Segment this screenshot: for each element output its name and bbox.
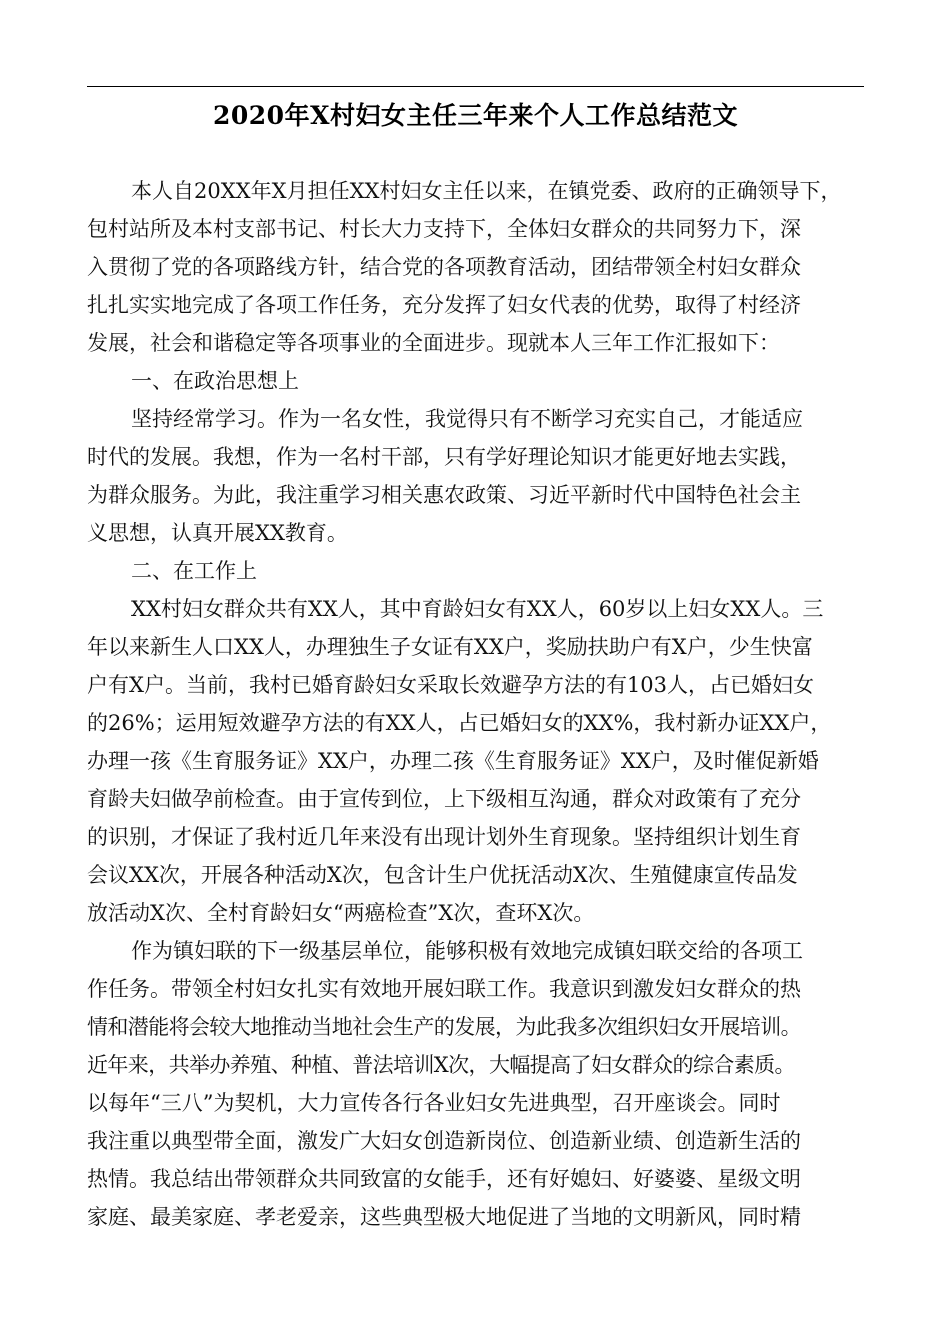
paragraph-line: 义思想，认真开展XX教育。: [87, 521, 348, 545]
paragraph-line: 近年来，共举办养殖、种植、普法培训X次，大幅提高了妇女群众的综合素质。: [87, 1053, 795, 1077]
paragraph-line: 年以来新生人口XX人，办理独生子女证有XX户，奖励扶助户有X户，少生快富: [87, 635, 813, 659]
paragraph-line: 时代的发展。我想，作为一名村干部，只有学好理论知识才能更好地去实践，: [87, 445, 801, 469]
document-body: [87, 172, 877, 1236]
paragraph-line: 入贯彻了党的各项路线方针，结合党的各项教育活动，团结带领全村妇女群众: [87, 255, 801, 279]
paragraph-line: 以每年“三八”为契机，大力宣传各行各业妇女先进典型，召开座谈会。同时: [87, 1091, 781, 1115]
paragraph-line: 情和潜能将会较大地推动当地社会生产的发展，为此我多次组织妇女开展培训。: [87, 1015, 801, 1039]
paragraph-line: 放活动X次、全村育龄妇女“两癌检查”X次，查环X次。: [87, 901, 595, 925]
paragraph-line: 作任务。带领全村妇女扎实有效地开展妇联工作。我意识到激发妇女群众的热: [87, 977, 801, 1001]
paragraph-line: 办理一孩《生育服务证》XX户，办理二孩《生育服务证》XX户，及时催促新婚: [87, 749, 819, 773]
paragraph-line: 育龄夫妇做孕前检查。由于宣传到位，上下级相互沟通，群众对政策有了充分: [87, 787, 801, 811]
header-rule: [87, 86, 864, 87]
paragraph-line: 的26%；运用短效避孕方法的有XX人，占已婚妇女的XX%，我村新办证XX户，: [87, 711, 832, 735]
section-heading-politics: 一、在政治思想上: [131, 369, 299, 393]
paragraph-line: 会议XX次，开展各种活动X次，包含计生户优抚活动X次、生殖健康宣传品发: [87, 863, 798, 887]
paragraph-line: 扎扎实实地完成了各项工作任务，充分发挥了妇女代表的优势，取得了村经济: [87, 293, 801, 317]
paragraph-line: XX村妇女群众共有XX人，其中育龄妇女有XX人，60岁以上妇女XX人。三: [131, 597, 824, 621]
paragraph-line: 坚持经常学习。作为一名女性，我觉得只有不断学习充实自己，才能适应: [131, 407, 803, 431]
paragraph-line: 我注重以典型带全面，激发广大妇女创造新岗位、创造新业绩、创造新生活的: [87, 1129, 801, 1153]
paragraph-line: 热情。我总结出带领群众共同致富的女能手，还有好媳妇、好婆婆、星级文明: [87, 1167, 801, 1191]
paragraph-line: 发展，社会和谐稳定等各项事业的全面进步。现就本人三年工作汇报如下：: [87, 331, 780, 355]
paragraph-line: 包村站所及本村支部书记、村长大力支持下，全体妇女群众的共同努力下，深: [87, 217, 801, 241]
paragraph-line: 的识别，才保证了我村近几年来没有出现计划外生育现象。坚持组织计划生育: [87, 825, 801, 849]
paragraph-line: 户有X户。当前，我村已婚育龄妇女采取长效避孕方法的有103人，占已婚妇女: [87, 673, 815, 697]
paragraph-line: 为群众服务。为此，我注重学习相关惠农政策、习近平新时代中国特色社会主: [87, 483, 801, 507]
paragraph-line: 本人自20XX年X月担任XX村妇女主任以来，在镇党委、政府的正确领导下，: [131, 179, 842, 203]
section-heading-work: 二、在工作上: [131, 559, 257, 583]
paragraph-line: 家庭、最美家庭、孝老爱亲，这些典型极大地促进了当地的文明新风，同时精: [87, 1205, 801, 1229]
paragraph-line: 作为镇妇联的下一级基层单位，能够积极有效地完成镇妇联交给的各项工: [131, 939, 803, 963]
document-title: 2020年X村妇女主任三年来个人工作总结范文: [213, 101, 738, 130]
